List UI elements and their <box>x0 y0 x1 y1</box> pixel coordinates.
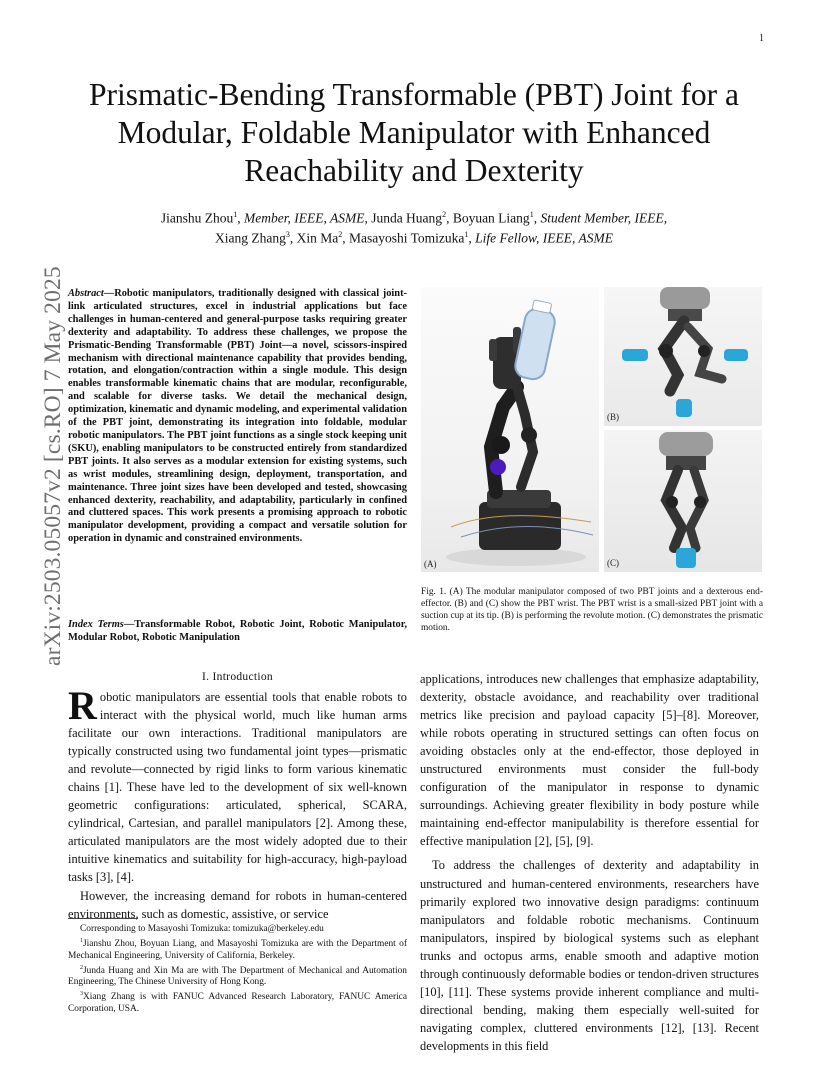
footnote: $^2$Junda Huang and Xin Ma are with The Department of Mechanical and Automation Engineering, The Chinese University of Hong Kong. <box>68 964 407 988</box>
footnotes <box>68 924 407 1016</box>
author-name: Jianshu Zhou <box>160 210 234 226</box>
title-line-3: Reachability and Dexterity <box>244 153 584 188</box>
pbt-wrist-revolute-photo <box>604 287 762 426</box>
paragraph: To address the challenges of dexterity and adaptability in unstructured and human-centered environments, researchers have primarily explored two innovative design paradigms: continuum manipulators and foldable robotic mechanisms. Continuum manipulators, inspired by biological systems such as elephant trunks and octopus arms, enable smooth and adaptive motion through continuously deformable bodies or tendon-driven structures [10], [11]. These systems provide inherent compliance and multi-directional bending, making them especially well-suited for navigating complex, cluttered environments [12], [13]. Recent developments in this field <box>420 858 759 1053</box>
footnote: $^3$Xiang Zhang is with FANUC Advanced Research Laboratory, FANUC America Corporation, USA. <box>68 991 407 1015</box>
figure-caption: Fig. 1. (A) The modular manipulator composed of two PBT joints and a dexterous end-effector. (B) and (C) show the PBT wrist. The PBT wrist is a small-sized PBT joint with a suction cup at its tip. (B) is performing the revolute motion. (C) demonstrates the prismatic motion. <box>421 587 763 633</box>
author-name: Boyuan Liang <box>452 210 530 226</box>
author-name: Xin Ma <box>296 230 339 246</box>
body-column-left <box>68 683 407 923</box>
author-affiliation: Member, IEEE, ASME <box>243 210 365 226</box>
index-terms-label: Index Terms <box>68 619 124 630</box>
panel-label-b: (B) <box>607 412 619 422</box>
robot-arm-photo <box>421 287 599 572</box>
section-heading: I. Introduction <box>202 671 273 683</box>
paragraph: Robotic manipulators are essential tools that enable robots to interact with the physical world, much like human arms facilitate our own interactions. Traditional manipulators are typically constructed using two fundamental joint types—prismatic and revolute—connected by rigid links to form various kinematic chains [1]. These have led to the development of six well-known geometric configurations: articulated, spherical, SCARA, cylindrical, Cartesian, and parallel manipulators [2]. Among these, articulated manipulators are the most widely adopted due to their intuitive kinematics and suitability for high-accuracy, high-payload tasks [3], [4]. <box>68 683 407 885</box>
page-number: 1 <box>759 33 764 44</box>
author-name: Xiang Zhang <box>214 230 286 246</box>
author-line-2: Xiang Zhang$^3$, Xin Ma$^2$, Masayoshi Tomizuka$^1$, Life Fellow, IEEE, ASME <box>214 230 613 246</box>
body-column-right <box>420 670 759 1055</box>
panel-label-c: (C) <box>607 558 619 568</box>
author-affiliation: Student Member, IEEE, <box>540 210 668 226</box>
index-terms-text: —Transformable Robot, Robotic Joint, Robotic Manipulator, Modular Robot, Robotic Manipulation <box>68 619 407 643</box>
footnote-rule <box>68 918 138 919</box>
figure-panel-c <box>604 430 762 572</box>
abstract-label: Abstract <box>68 288 104 299</box>
panel-label-a: (A) <box>424 559 437 569</box>
arxiv-identifier: arXiv:2503.05057v2 [cs.RO] 7 May 2025 <box>40 266 66 666</box>
paper-title <box>40 76 788 190</box>
abstract-text: —Robotic manipulators, traditionally designed with classical joint-link articulated structures, excel in industrial applications but face challenges in human-centered and general-purpose tasks requiring greater dexterity and adaptability. To address these challenges, we propose the Prismatic-Bending Transformable (PBT) Joint—a novel, scissors-inspired mechanism with directional maintenance capability that provides bending, rotation, and elongation/contraction within a single module. This design enables transformable kinematic chains that are modular, reconfigurable, and scalable for diverse tasks. We detail the mechanical design, optimization, kinematic and dynamic modeling, and experimental validation of the PBT joint, demonstrating its integration into foldable, modular robotic manipulators. The PBT joint functions as a single stock keeping unit (SKU), enabling manipulators to be constructed entirely from standardized PBT joints. It also serves as a modular extension for existing systems, such as wrist modules, streamlining design, deployment, transportation, and maintenance. Three joint sizes have been developed and tested, showcasing enhanced dexterity, reachability, and adaptability, particularly in confined and cluttered spaces. This work presents a promising approach to robotic manipulator development, providing a compact and versatile solution for operation in dynamic and constrained environments. <box>68 288 407 545</box>
figure-panel-b <box>604 287 762 426</box>
author-name: Masayoshi Tomizuka <box>348 230 465 246</box>
figure-panel-a <box>421 287 599 572</box>
pbt-wrist-prismatic-photo <box>604 430 762 572</box>
title-line-2: Modular, Foldable Manipulator with Enhanced <box>117 115 711 150</box>
footnote: Corresponding to Masayoshi Tomizuka: tomizuka@berkeley.edu <box>80 924 324 934</box>
drop-cap: R <box>68 683 97 728</box>
author-line-1: Jianshu Zhou$^1$, Member, IEEE, ASME, Junda Huang$^2$, Boyuan Liang$^1$, Student Member, IEEE, <box>160 210 668 226</box>
author-affiliation: Life Fellow, IEEE, ASME <box>475 230 613 246</box>
abstract <box>68 288 407 546</box>
paragraph: applications, introduces new challenges that emphasize adaptability, dexterity, obstacle avoidance, and reachability over traditional metrics like precision and payload capacity [5]–[8]. Moreover, while robots operating in structured settings can often focus on avoiding obstacles only at the end-effector, those deployed in unstructured environments must consider the full-body configuration of the manipulator in response to dynamic surroundings. Achieving greater flexibility in body posture while maintaining end-effector manipulability is therefore essential for effective manipulation [2], [5], [9]. <box>420 672 759 849</box>
title-line-1: Prismatic-Bending Transformable (PBT) Joint for a <box>88 77 740 112</box>
index-terms <box>68 619 407 645</box>
author-name: Junda Huang <box>371 210 443 226</box>
paragraph: However, the increasing demand for robots in human-centered environments, such as domestic, assistive, or service <box>68 888 407 921</box>
footnote: $^1$Jianshu Zhou, Boyuan Liang, and Masayoshi Tomizuka are with the Department of Mechanical Engineering, University of California, Berkeley. <box>68 937 407 961</box>
